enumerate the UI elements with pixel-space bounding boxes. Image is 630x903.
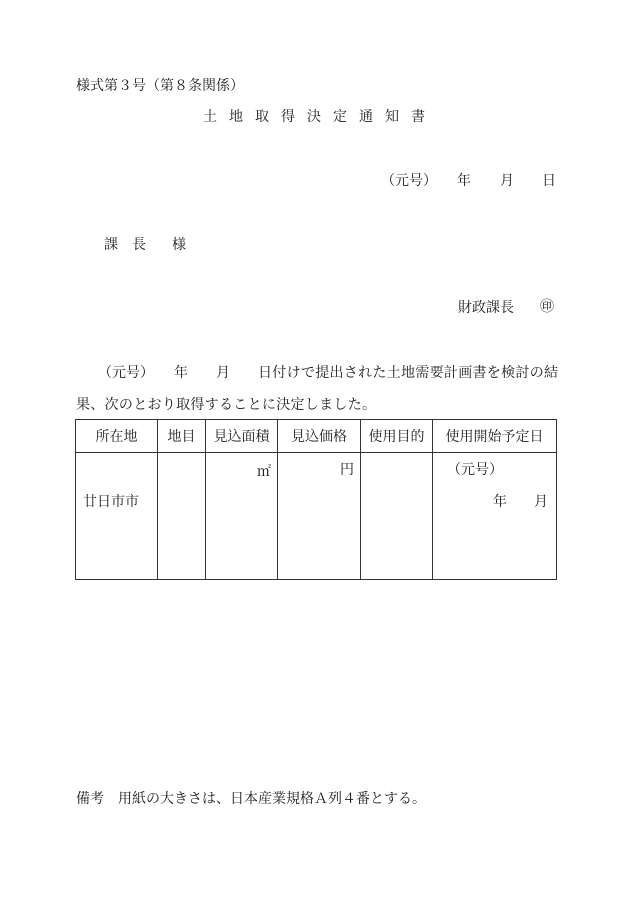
body-text-line-2: 果、次のとおり取得することに決定しました。 xyxy=(76,397,377,413)
seal-mark: ㊞ xyxy=(540,299,554,315)
body-era: （元号） xyxy=(98,365,154,381)
acquisition-table xyxy=(75,419,557,580)
addressee-title: 課 長 xyxy=(104,237,146,253)
start-date-era: （元号） xyxy=(447,462,503,478)
document-title: 土地取得決定通知書 xyxy=(203,109,437,125)
table-header-row xyxy=(76,420,557,453)
header-price: 見込価格 xyxy=(278,420,361,453)
date-day-label: 日 xyxy=(542,173,556,189)
price-unit: 円 xyxy=(340,462,354,478)
area-unit: ㎡ xyxy=(257,464,271,480)
remark-note: 備考 用紙の大きさは、日本産業規格Ａ列４番とする。 xyxy=(76,791,426,807)
cell-price xyxy=(278,453,361,580)
body-month-label: 月 xyxy=(216,365,230,381)
sender-title: 財政課長 xyxy=(458,300,514,316)
form-number: 様式第３号（第８条関係） xyxy=(76,78,244,94)
cell-start-date xyxy=(433,453,557,580)
table-row xyxy=(76,453,557,580)
date-year-label: 年 xyxy=(457,173,471,189)
date-month-label: 月 xyxy=(500,173,514,189)
header-start-date: 使用開始予定日 xyxy=(433,420,557,453)
header-location: 所在地 xyxy=(76,420,158,453)
header-area: 見込面積 xyxy=(206,420,278,453)
start-date-month-label: 月 xyxy=(534,494,548,510)
body-text-line-1: 日付けで提出された土地需要計画書を検討の結 xyxy=(258,365,559,381)
header-purpose: 使用目的 xyxy=(361,420,433,453)
cell-purpose xyxy=(361,453,433,580)
cell-land-category xyxy=(158,453,206,580)
cell-area xyxy=(206,453,278,580)
header-land-category: 地目 xyxy=(158,420,206,453)
addressee-honorific: 様 xyxy=(172,237,186,253)
start-date-year-label: 年 xyxy=(493,494,507,510)
body-year-label: 年 xyxy=(174,365,188,381)
location-value: 廿日市市 xyxy=(83,494,139,510)
date-era: （元号） xyxy=(381,173,437,189)
cell-location xyxy=(76,453,158,580)
